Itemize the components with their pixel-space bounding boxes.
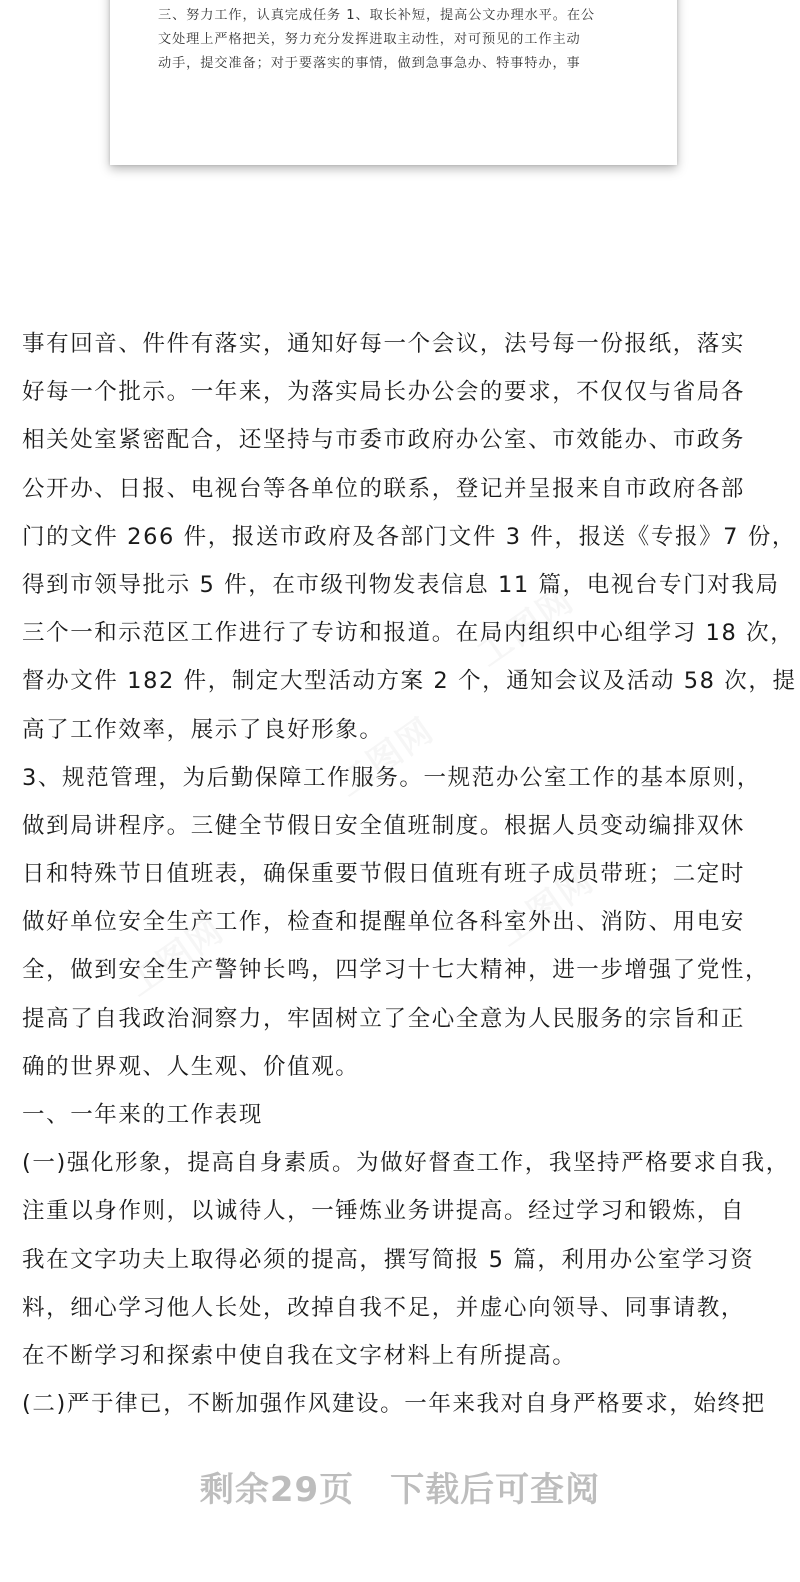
text-line: 在不断学习和探索中使自我在文字材料上有所提高。 bbox=[22, 1342, 577, 1369]
text-line: 3、规范管理，为后勤保障工作服务。一规范办公室工作的基本原则， bbox=[22, 764, 761, 791]
text-line: 门的文件 266 件，报送市政府及各部门文件 3 件，报送《专报》7 份， bbox=[22, 523, 797, 550]
watermark: 工图网 bbox=[470, 580, 582, 675]
footer-banner bbox=[0, 1462, 800, 1511]
watermark: 工图网 bbox=[330, 710, 442, 805]
document-body bbox=[22, 320, 797, 1428]
text-line: (二)严于律已，不断加强作风建设。一年来我对自身严格要求，始终把 bbox=[22, 1391, 766, 1418]
text-line: 做好单位安全生产工作，检查和提醒单位各科室外出、消防、用电安 bbox=[22, 909, 746, 936]
text-line: 日和特殊节日值班表，确保重要节假日值班有班子成员带班；二定时 bbox=[22, 861, 746, 888]
text-line: 确的世界观、人生观、价值观。 bbox=[22, 1053, 360, 1080]
text-line: 提高了自我政治洞察力，牢固树立了全心全意为人民服务的宗旨和正 bbox=[22, 1005, 746, 1032]
section-heading: 一、一年来的工作表现 bbox=[22, 1102, 264, 1128]
text-line: 三个一和示范区工作进行了专访和报道。在局内组织中心组学习 18 次， bbox=[22, 620, 795, 647]
download-link[interactable]: 下载后可查阅 bbox=[390, 1470, 601, 1510]
preview-line: 三、努力工作，认真完成任务 1、取长补短，提高公文办理水平。在公 bbox=[158, 8, 596, 23]
preview-line: 文处理上严格把关，努力充分发挥进取主动性，对可预见的工作主动 bbox=[158, 32, 581, 47]
remaining-pages-label: 剩余29页 bbox=[199, 1470, 355, 1510]
text-line: 督办文件 182 件，制定大型活动方案 2 个，通知会议及活动 58 次，提 bbox=[22, 668, 797, 695]
text-line: 我在文字功夫上取得必须的提高，撰写简报 5 篇，利用办公室学习资 bbox=[22, 1246, 755, 1273]
preview-line: 动手，提交准备；对于要落实的事情，做到急事急办、特事特办，事 bbox=[158, 56, 581, 71]
text-line: 注重以身作则，以诚待人，一锤炼业务讲提高。经过学习和锻炼，自 bbox=[22, 1198, 746, 1225]
watermark: 工图网 bbox=[490, 860, 602, 955]
watermark: 工图网 bbox=[120, 910, 232, 1005]
text-line: 事有回音、件件有落实，通知好每一个会议，法号每一份报纸，落实 bbox=[22, 331, 746, 357]
text-line: 得到市领导批示 5 件，在市级刊物发表信息 11 篇，电视台专门对我局 bbox=[22, 571, 780, 598]
text-line: 料，细心学习他人长处，改掉自我不足，并虚心向领导、同事请教， bbox=[22, 1294, 746, 1321]
text-line: 好每一个批示。一年来，为落实局长办公会的要求，不仅仅与省局各 bbox=[22, 379, 746, 406]
preview-page-card bbox=[110, 0, 677, 165]
text-line: 做到局讲程序。三健全节假日安全值班制度。根据人员变动编排双休 bbox=[22, 812, 746, 839]
text-line: 全，做到安全生产警钟长鸣，四学习十七大精神，进一步增强了党性， bbox=[22, 957, 770, 984]
text-line: (一)强化形象，提高自身素质。为做好督查工作，我坚持严格要求自我， bbox=[22, 1150, 790, 1177]
text-line: 相关处室紧密配合，还坚持与市委市政府办公室、市效能办、市政务 bbox=[22, 427, 746, 454]
text-line: 高了工作效率，展示了良好形象。 bbox=[22, 716, 384, 743]
text-line: 公开办、日报、电视台等各单位的联系，登记并呈报来自市政府各部 bbox=[22, 475, 746, 502]
